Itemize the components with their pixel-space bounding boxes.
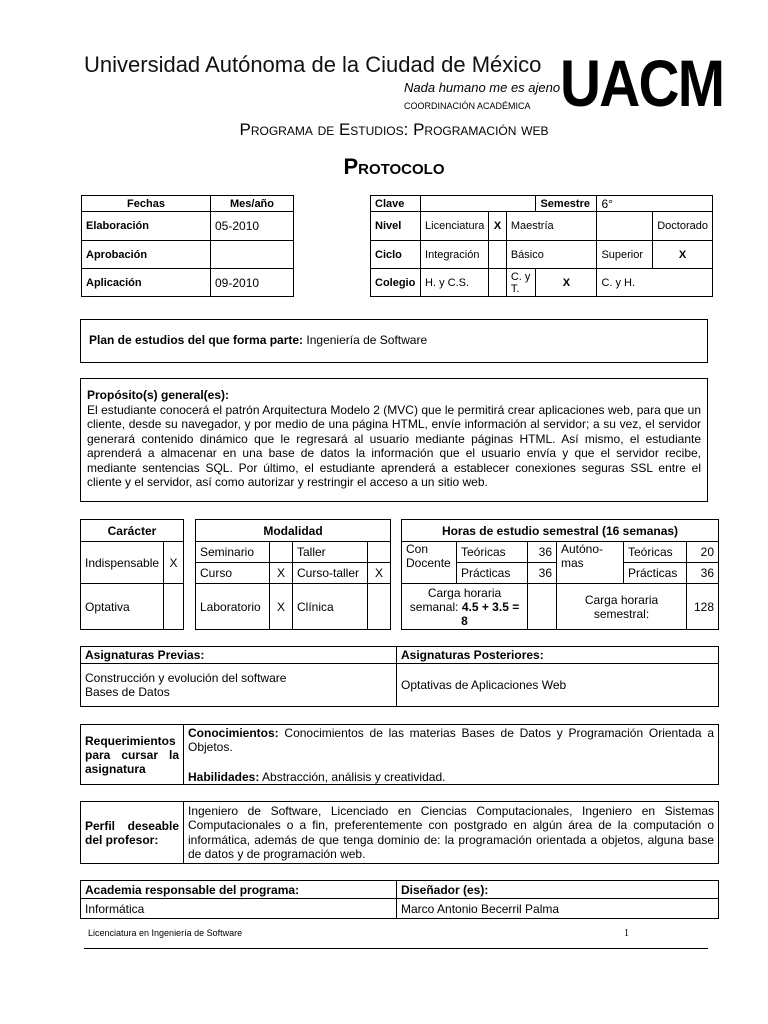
footer-rule: [84, 948, 708, 949]
clave-value: [421, 196, 536, 212]
habilidades-row: [188, 770, 714, 784]
previa-item: Bases de Datos: [85, 685, 170, 699]
colegio-option-3: C. y H.: [597, 269, 713, 297]
academia-table: [80, 880, 719, 919]
colegio-option-1: H. y C.S.: [421, 269, 489, 297]
carga-semanal-label: Carga horaria semanal:: [409, 585, 502, 614]
caracter-title: Carácter: [81, 520, 184, 542]
requerimientos-content: [184, 725, 719, 785]
colegio-label: Colegio: [371, 269, 421, 297]
aprobacion-value: [211, 241, 294, 269]
proposito-box: [80, 378, 708, 502]
carga-semestral-value: 128: [687, 584, 719, 630]
autonomas-label: Autóno-mas: [557, 542, 624, 584]
aplicacion-value: 09-2010: [211, 269, 294, 297]
aprobacion-label: Aprobación: [82, 241, 211, 269]
habilidades-label: Habilidades:: [188, 770, 260, 784]
optativa-label: Optativa: [81, 584, 164, 630]
uacm-logo: UACM: [560, 46, 724, 120]
plan-label: Plan de estudios del que forma parte:: [89, 333, 304, 347]
academia-value: Informática: [81, 899, 397, 919]
proposito-label: Propósito(s) general(es):: [87, 388, 230, 402]
coordination-label: COORDINACIÓN ACADÉMICA: [404, 101, 531, 111]
mes-ano-header: Mes/año: [211, 196, 294, 212]
clinica-mark: [368, 584, 391, 630]
aplicacion-label: Aplicación: [82, 269, 211, 297]
perfil-label: Perfil deseable del profesor:: [81, 802, 184, 864]
laboratorio-label: Laboratorio: [196, 584, 270, 630]
program-title: Programa de Estudios: Programación web: [239, 120, 549, 139]
conocimientos-text: Conocimientos de las materias Bases de Datos y Programación Orientada a Objetos.: [188, 726, 714, 754]
carga-semanal-value: 4.5 + 3.5 = 8: [461, 599, 520, 628]
disenador-label: Diseñador (es):: [397, 881, 719, 899]
carga-semestral-label: Carga horaria semestral:: [557, 584, 687, 630]
posteriores-label: Asignaturas Posteriores:: [397, 647, 719, 664]
seminario-mark: [270, 542, 293, 563]
nivel-mark-2: [597, 212, 653, 241]
practicas-auto-value: 36: [687, 563, 719, 584]
con-docente-label: Con Docente: [402, 542, 457, 584]
clave-label: Clave: [371, 196, 421, 212]
ciclo-option-2: Básico: [506, 241, 597, 269]
fechas-table: [81, 195, 294, 297]
elaboracion-value: 05-2010: [211, 212, 294, 241]
document-title: Protocolo: [343, 154, 445, 179]
plan-value: Ingeniería de Software: [303, 333, 428, 347]
ciclo-option-3: Superior: [597, 241, 653, 269]
teoricas-docente-value: 36: [528, 542, 557, 563]
ciclo-mark-3: X: [653, 241, 713, 269]
previas-list: [81, 664, 397, 707]
elaboracion-label: Elaboración: [82, 212, 211, 241]
horas-table: [401, 519, 719, 630]
colegio-mark-2: X: [536, 269, 597, 297]
practicas-docente-value: 36: [528, 563, 557, 584]
previas-label: Asignaturas Previas:: [81, 647, 397, 664]
colegio-mark-1: [489, 269, 506, 297]
previa-item: Construcción y evolución del software: [85, 671, 287, 685]
habilidades-text: Abstracción, análisis y creatividad.: [259, 770, 446, 784]
caracter-table: [80, 519, 184, 630]
university-motto: Nada humano me es ajeno: [404, 80, 561, 95]
horas-title: Horas de estudio semestral (16 semanas): [402, 520, 719, 542]
conocimientos-row: [188, 726, 714, 754]
modalidad-title: Modalidad: [196, 520, 391, 542]
semestre-value: 6°: [597, 196, 713, 212]
curso-label: Curso: [196, 563, 270, 584]
semestre-label: Semestre: [536, 196, 597, 212]
conocimientos-label: Conocimientos:: [188, 726, 279, 740]
colegio-option-2: C. y T.: [506, 269, 536, 297]
plan-box: [80, 319, 708, 363]
seminario-label: Seminario: [196, 542, 270, 563]
posteriores-value: Optativas de Aplicaciones Web: [397, 664, 719, 707]
ciclo-label: Ciclo: [371, 241, 421, 269]
indispensable-label: Indispensable: [81, 542, 164, 584]
nivel-option-1: Licenciatura: [421, 212, 489, 241]
clave-table: [370, 195, 713, 297]
teoricas-auto-label: Teóricas: [624, 542, 687, 563]
curso-mark: X: [270, 563, 293, 584]
fechas-header: Fechas: [82, 196, 211, 212]
optativa-mark: [164, 584, 184, 630]
ciclo-option-1: Integración: [421, 241, 489, 269]
requerimientos-label: Requerimientos para cursar la asignatura: [81, 725, 184, 785]
curso-taller-mark: X: [368, 563, 391, 584]
curso-taller-label: Curso-taller: [293, 563, 368, 584]
nivel-label: Nivel: [371, 212, 421, 241]
ciclo-mark-1: [489, 241, 506, 269]
teoricas-docente-label: Teóricas: [457, 542, 528, 563]
page-number: 1: [624, 928, 629, 939]
practicas-docente-label: Prácticas: [457, 563, 528, 584]
carga-semanal-empty: [528, 584, 557, 630]
perfil-text: Ingeniero de Software, Licenciado en Ciencias Computacionales, Ingeniero en Sistemas Computacionales o a fin, preferentemente con postgrado en algún área de la computación o informática, además de que tenga dominio de: la programación orientada a objetos, alguna base de datos y de programación web.: [184, 802, 719, 864]
academia-label: Academia responsable del programa:: [81, 881, 397, 899]
laboratorio-mark: X: [270, 584, 293, 630]
indispensable-mark: X: [164, 542, 184, 584]
university-name: Universidad Autónoma de la Ciudad de México: [84, 52, 542, 77]
taller-mark: [368, 542, 391, 563]
clinica-label: Clínica: [293, 584, 368, 630]
asignaturas-table: [80, 646, 719, 707]
teoricas-auto-value: 20: [687, 542, 719, 563]
nivel-mark-1: X: [489, 212, 506, 241]
taller-label: Taller: [293, 542, 368, 563]
footer-text: Licenciatura en Ingeniería de Software: [88, 928, 243, 938]
requerimientos-table: [80, 724, 719, 785]
proposito-text: El estudiante conocerá el patrón Arquitectura Modelo 2 (MVC) que le permitirá crear aplicaciones web, para que un cliente, desde su navegador, y por medio de una página HTML, envíe información al servidor; a su vez, el servidor generará contenido dinámico que le regresará al usuario mediante páginas HTML. Así mismo, el estudiante aprenderá a almacenar en una base de datos la información que el usuario envía y que el servidor recibe, mediante sentencias SQL. Por último, el estudiante aprenderá a establecer conexiones seguras SSL entre el cliente y el servidor, así como autorizar y restringir el acceso a un sitio web.: [87, 402, 701, 489]
nivel-option-2: Maestría: [506, 212, 597, 241]
perfil-table: [80, 801, 719, 864]
modalidad-table: [195, 519, 391, 630]
practicas-auto-label: Prácticas: [624, 563, 687, 584]
disenador-value: Marco Antonio Becerril Palma: [397, 899, 719, 919]
carga-semanal-cell: [402, 584, 528, 630]
nivel-option-3: Doctorado: [653, 212, 713, 241]
